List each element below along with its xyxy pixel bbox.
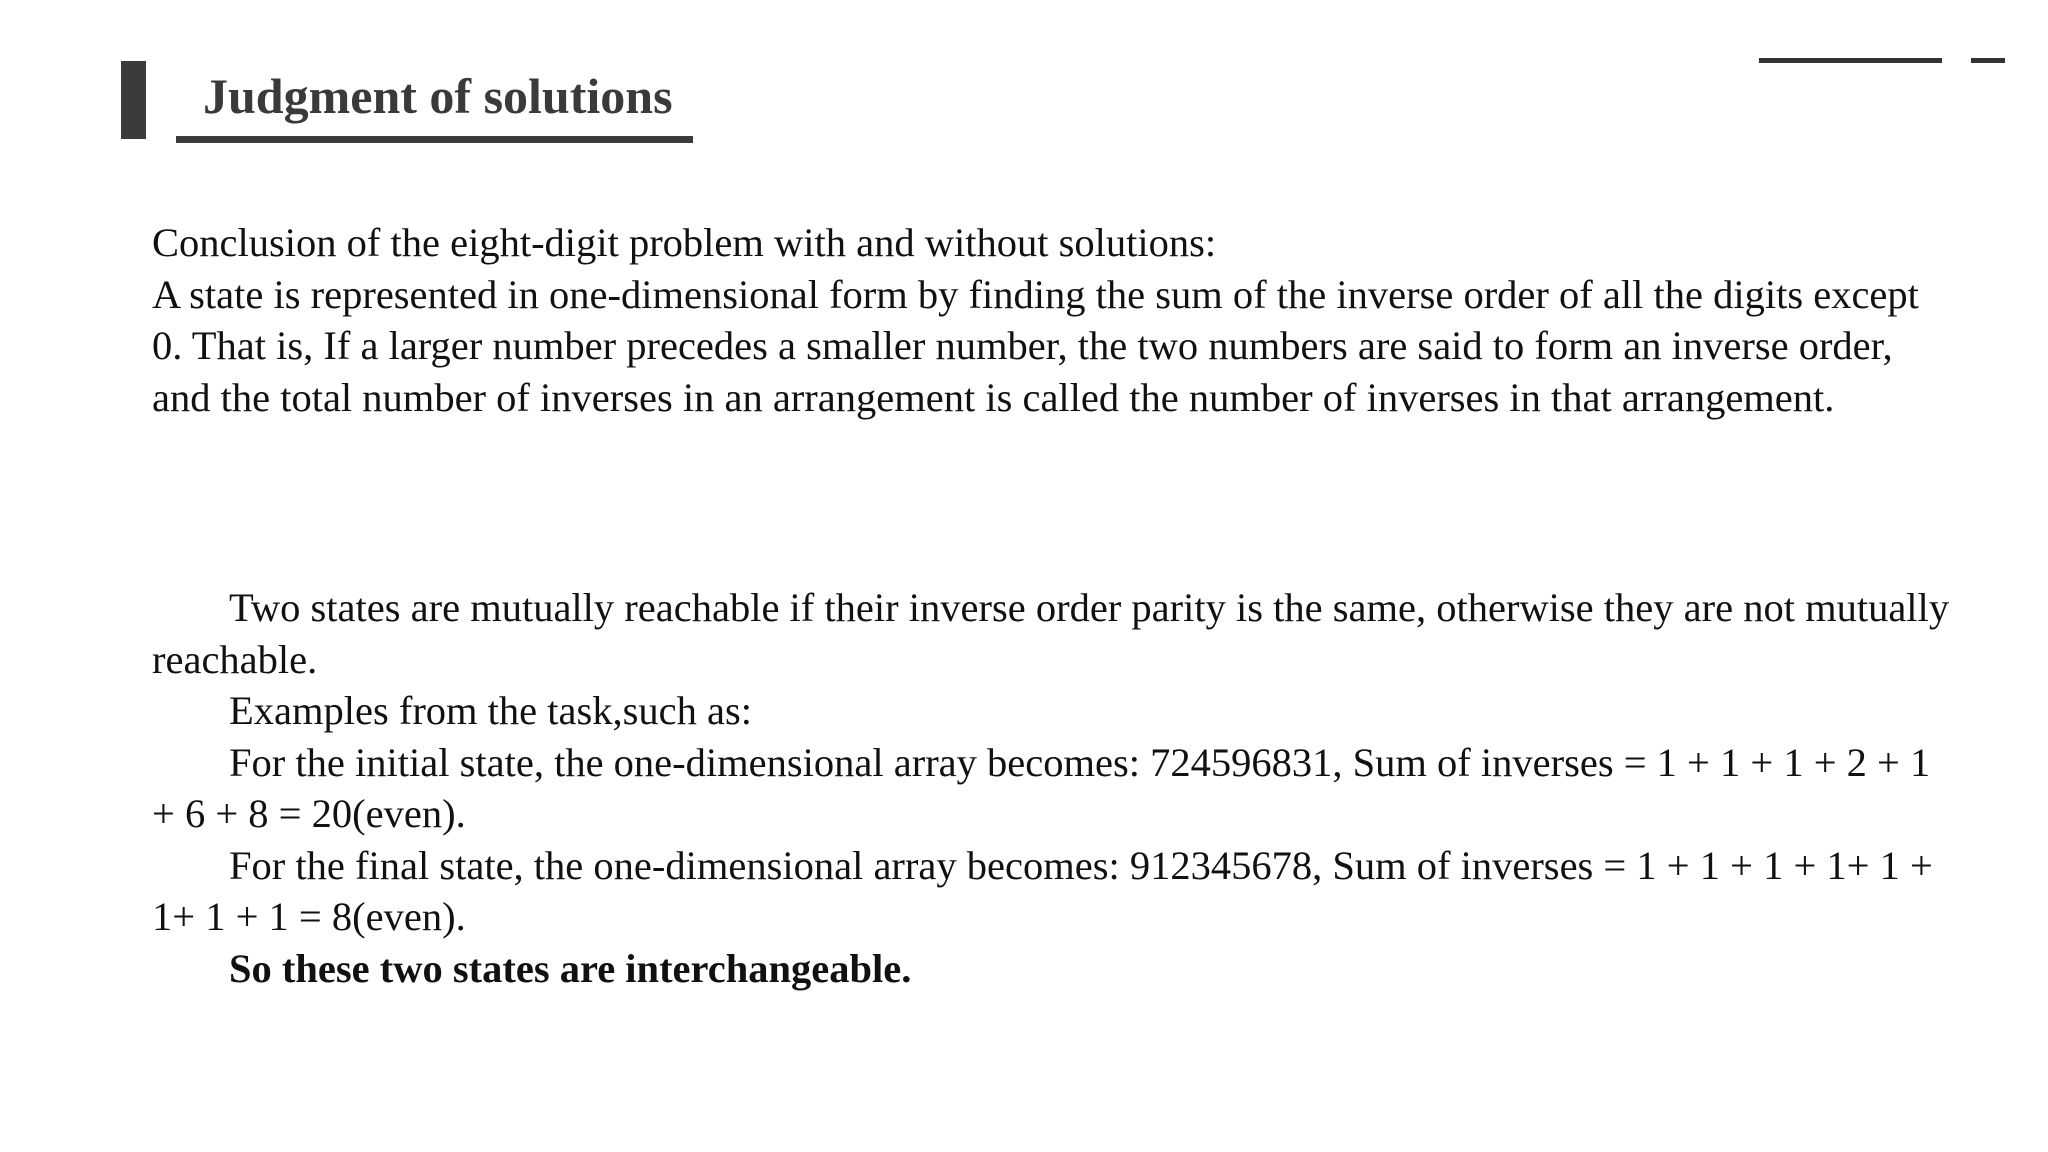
slide-title: Judgment of solutions: [203, 68, 673, 124]
title-accent-bar: [121, 61, 146, 139]
initial-state-paragraph: For the initial state, the one-dimensional array becomes: 724596831, Sum of inverses = 1 + 1 + 1 + 2 + 1 + 6 + 8 = 20(even).: [152, 739, 1931, 836]
corner-decoration-line-long: [1759, 58, 1942, 63]
title-underline: [176, 136, 693, 143]
definition-section: [152, 217, 1952, 423]
conclusion-paragraph: So these two states are interchangeable.: [229, 945, 912, 991]
section-heading-line: Conclusion of the eight-digit problem with and without solutions:: [152, 220, 1217, 265]
corner-decoration-line-short: [1971, 58, 2005, 63]
examples-intro-paragraph: Examples from the task,such as:: [229, 688, 752, 733]
definition-paragraph: A state is represented in one-dimensional form by finding the sum of the inverse order of all the digits except 0. That is, If a larger number precedes a smaller number, the two numbers are said to form an inverse order, and the total number of inverses in an arrangement is called the number of inverses in that arrangement.: [152, 271, 1919, 420]
final-state-paragraph: For the final state, the one-dimensional array becomes: 912345678, Sum of inverses = 1 + 1 + 1 + 1+ 1 + 1+ 1 + 1 = 8(even).: [152, 842, 1933, 939]
parity-rule-paragraph: Two states are mutually reachable if their inverse order parity is the same, otherwise they are not mutually reachable.: [152, 585, 1950, 682]
examples-section: [152, 582, 1952, 994]
